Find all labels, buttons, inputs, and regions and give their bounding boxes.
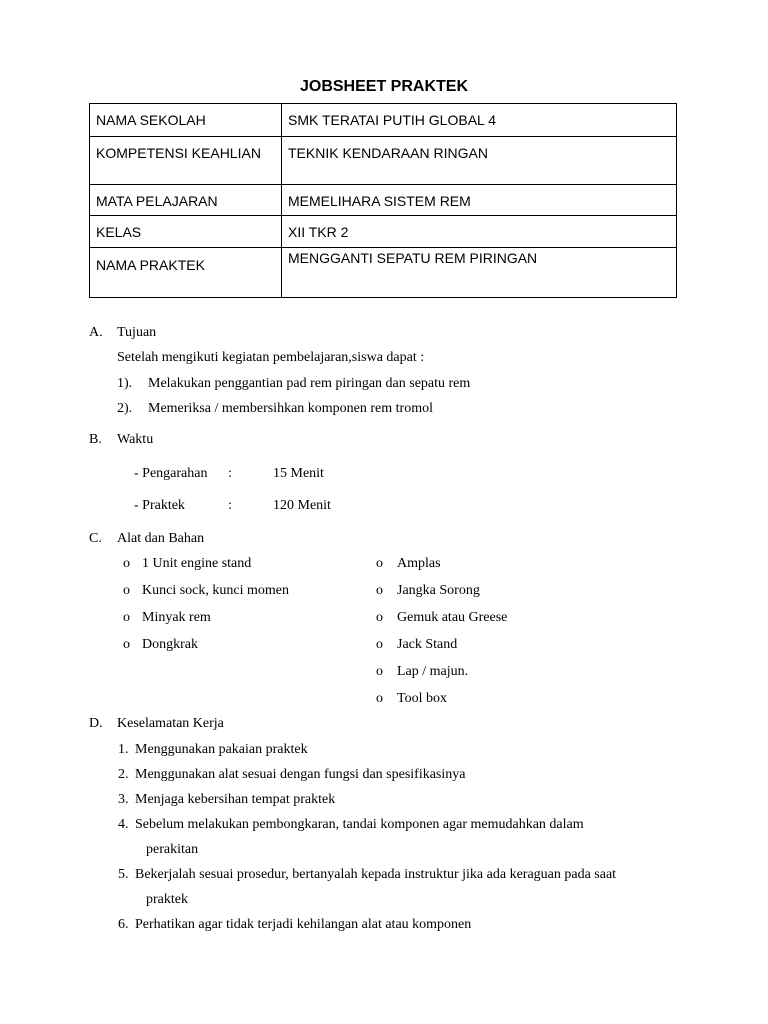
page-title: JOBSHEET PRAKTEK bbox=[299, 78, 469, 95]
list-item: Sebelum melakukan pembongkaran, tandai komponen agar memudahkan dalam bbox=[135, 817, 584, 832]
table-row bbox=[90, 216, 677, 248]
list-item-continuation: praktek bbox=[146, 892, 188, 907]
list-item: Kunci sock, kunci momen bbox=[142, 583, 289, 598]
list-item: Menggunakan pakaian praktek bbox=[135, 742, 308, 757]
table-value: XII TKR 2 bbox=[282, 216, 677, 248]
list-item-continuation: perakitan bbox=[146, 842, 199, 857]
list-item: Dongkrak bbox=[142, 637, 198, 652]
list-item: Jangka Sorong bbox=[397, 583, 480, 598]
section-heading: Keselamatan Kerja bbox=[117, 716, 224, 731]
list-item: Minyak rem bbox=[142, 610, 211, 625]
list-number: 4. bbox=[118, 817, 129, 832]
section-letter: A. bbox=[89, 325, 103, 340]
bullet-icon: o bbox=[376, 583, 383, 598]
list-item: Jack Stand bbox=[397, 637, 458, 652]
list-item: Amplas bbox=[397, 556, 441, 571]
table-value: TEKNIK KENDARAAN RINGAN bbox=[282, 137, 677, 185]
bullet-icon: o bbox=[123, 556, 130, 571]
list-number: 1). bbox=[117, 376, 133, 391]
table-value: SMK TERATAI PUTIH GLOBAL 4 bbox=[282, 104, 677, 137]
time-label: - Praktek bbox=[134, 498, 185, 513]
list-item: Memeriksa / membersihkan komponen rem tromol bbox=[148, 401, 433, 416]
info-table bbox=[89, 103, 677, 298]
time-separator: : bbox=[228, 466, 232, 481]
section-heading: Alat dan Bahan bbox=[117, 531, 205, 546]
table-row bbox=[90, 185, 677, 216]
list-number: 5. bbox=[118, 867, 129, 882]
section-letter: B. bbox=[89, 432, 102, 447]
table-label: NAMA PRAKTEK bbox=[90, 248, 282, 298]
bullet-icon: o bbox=[376, 637, 383, 652]
table-label: KELAS bbox=[90, 216, 282, 248]
bullet-icon: o bbox=[376, 556, 383, 571]
bullet-icon: o bbox=[123, 583, 130, 598]
section-heading: Waktu bbox=[117, 432, 154, 447]
time-value: 15 Menit bbox=[273, 466, 324, 481]
table-label: MATA PELAJARAN bbox=[90, 185, 282, 216]
list-item: 1 Unit engine stand bbox=[142, 556, 252, 571]
time-value: 120 Menit bbox=[273, 498, 331, 513]
bullet-icon: o bbox=[376, 664, 383, 679]
table-value: MEMELIHARA SISTEM REM bbox=[282, 185, 677, 216]
list-item: Menggunakan alat sesuai dengan fungsi dan spesifikasinya bbox=[135, 767, 466, 782]
table-label: NAMA SEKOLAH bbox=[90, 104, 282, 137]
section-letter: C. bbox=[89, 531, 102, 546]
bullet-icon: o bbox=[376, 691, 383, 706]
list-item: Menjaga kebersihan tempat praktek bbox=[135, 792, 336, 807]
list-item: Lap / majun. bbox=[397, 664, 469, 679]
list-item: Gemuk atau Greese bbox=[397, 610, 508, 625]
table-row bbox=[90, 137, 677, 185]
section-heading: Tujuan bbox=[117, 325, 157, 340]
time-separator: : bbox=[228, 498, 232, 513]
section-letter: D. bbox=[89, 716, 103, 731]
list-number: 2). bbox=[117, 401, 133, 416]
table-value: MENGGANTI SEPATU REM PIRINGAN bbox=[282, 248, 677, 298]
bullet-icon: o bbox=[123, 637, 130, 652]
section-intro: Setelah mengikuti kegiatan pembelajaran,siswa dapat : bbox=[117, 350, 425, 365]
bullet-icon: o bbox=[123, 610, 130, 625]
list-number: 1. bbox=[118, 742, 129, 757]
table-row bbox=[90, 104, 677, 137]
list-number: 6. bbox=[118, 917, 129, 932]
table-label: KOMPETENSI KEAHLIAN bbox=[90, 137, 282, 185]
list-item: Tool box bbox=[397, 691, 447, 706]
bullet-icon: o bbox=[376, 610, 383, 625]
list-item: Bekerjalah sesuai prosedur, bertanyalah kepada instruktur jika ada keraguan pada saat bbox=[135, 867, 617, 882]
list-item: Melakukan penggantian pad rem piringan dan sepatu rem bbox=[148, 376, 471, 391]
list-number: 3. bbox=[118, 792, 129, 807]
table-row bbox=[90, 248, 677, 298]
list-item: Perhatikan agar tidak terjadi kehilangan alat atau komponen bbox=[135, 917, 472, 932]
time-label: - Pengarahan bbox=[134, 466, 208, 481]
list-number: 2. bbox=[118, 767, 129, 782]
